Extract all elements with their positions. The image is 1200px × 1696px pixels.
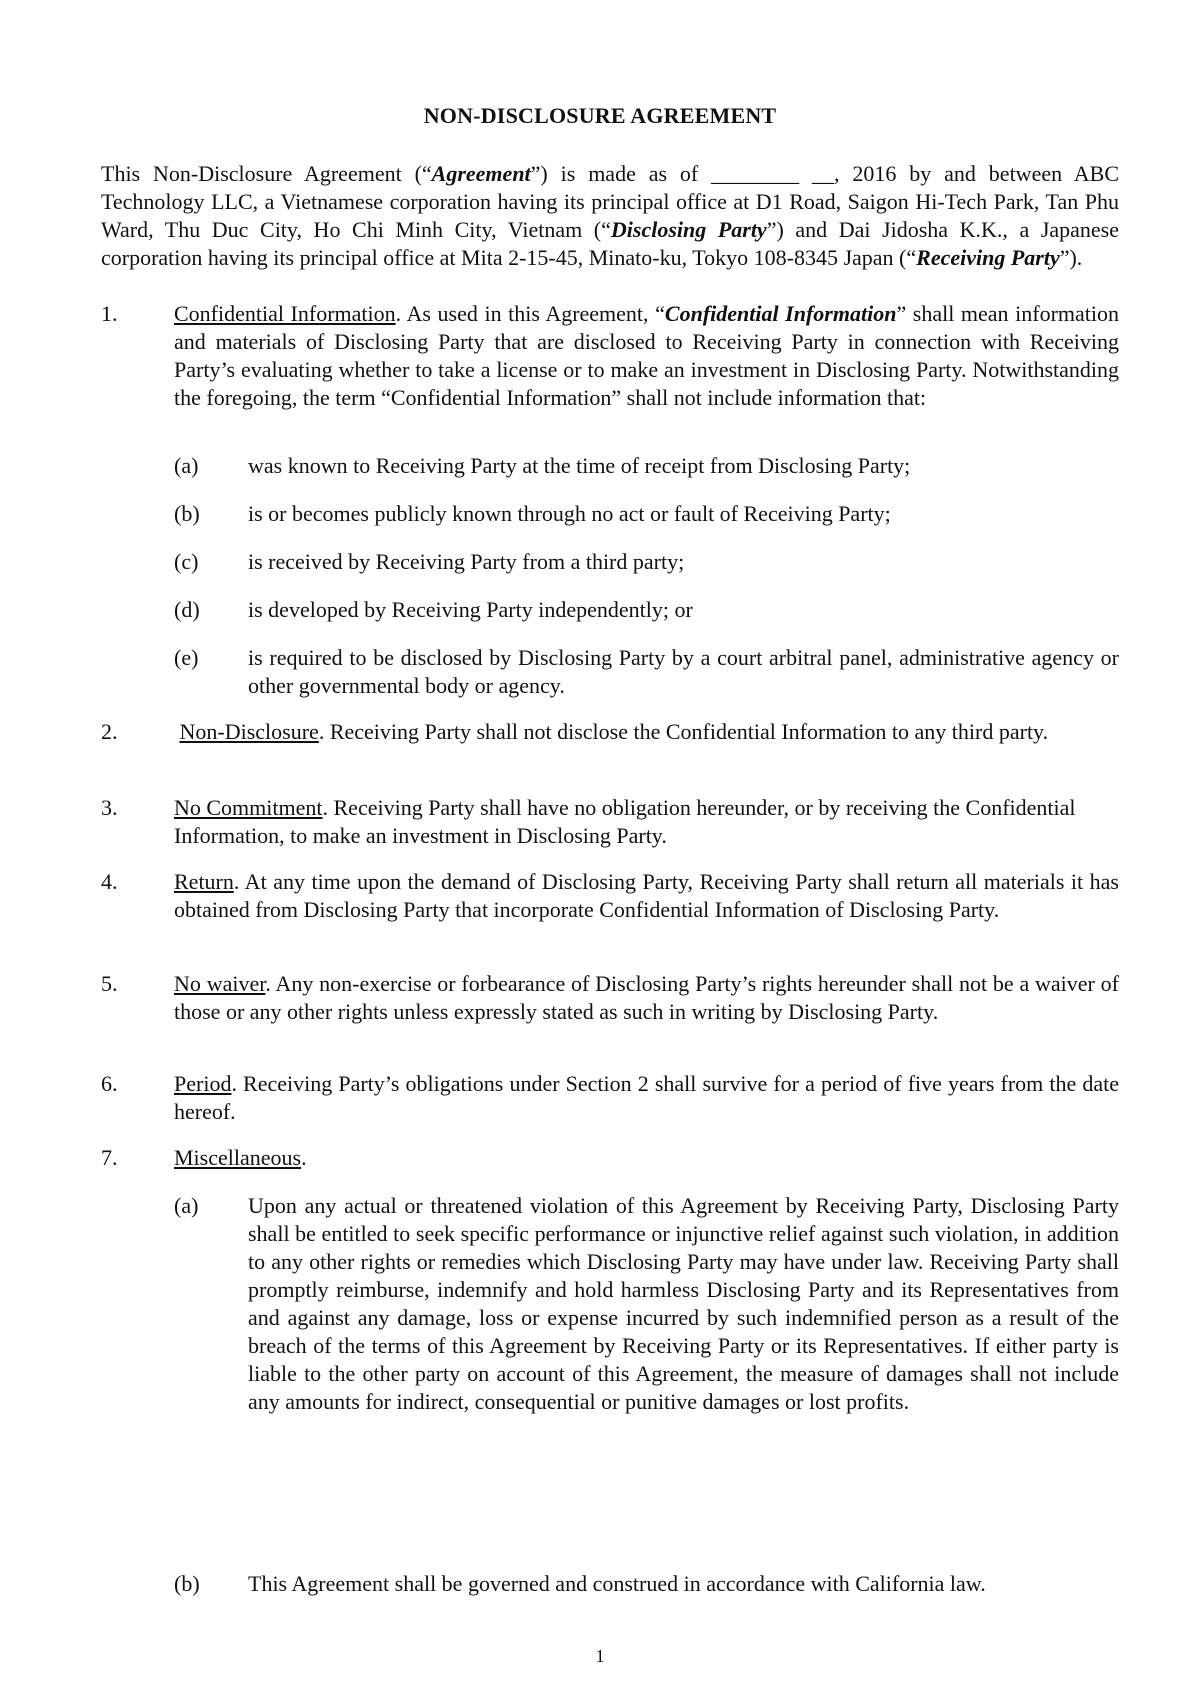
clause-label: (a)	[174, 1193, 199, 1218]
section-body	[174, 868, 1119, 924]
section-text: .	[301, 1145, 307, 1170]
section-heading: Miscellaneous	[174, 1145, 302, 1170]
section-body	[174, 1144, 1119, 1172]
section-text: . Any non-exercise or forbearance of Disclosing Party’s rights hereunder shall not be a waiver of those or any other rights unless expressly stated as such in writing by Disclosing Party.	[174, 971, 1120, 1024]
clause-label: (d)	[174, 597, 200, 622]
section-number: 4.	[101, 869, 118, 894]
defined-term-receiving-party: Receiving Party	[916, 245, 1060, 270]
section-body	[174, 718, 1119, 746]
intro-text-3: ”) and Dai Jidosha K.K., a Japanese corporation having its principal office at Mita 2-15-45, Minato-ku, Tokyo 108-8345 Japan (“	[101, 217, 1120, 270]
section-heading: No Commitment	[174, 795, 323, 820]
intro-text-2: ”) is made as of ________ __, 2016 by and between ABC Technology LLC, a Vietnamese corporation having its principal office at D1 Road, Saigon Hi-Tech Park, Tan Phu Ward, Thu Duc City, Ho Chi Minh City, Vietnam (“	[101, 161, 1119, 242]
section-heading: Period	[174, 1071, 232, 1096]
defined-term-disclosing-party: Disclosing Party	[610, 217, 767, 242]
section-text: . At any time upon the demand of Disclosing Party, Receiving Party shall return all materials it has obtained from Disclosing Party that incorporate Confidential Information of Disclosing Party.	[174, 869, 1119, 922]
section-body	[174, 794, 1119, 850]
section-number: 1.	[101, 301, 118, 326]
clause-label: (b)	[174, 501, 200, 526]
section-number: 3.	[101, 795, 118, 820]
clause-text: is or becomes publicly known through no act or fault of Receiving Party;	[248, 501, 891, 526]
section-body	[174, 970, 1119, 1026]
section-number: 7.	[101, 1145, 118, 1170]
section-text: . Receiving Party shall have no obligation hereunder, or by receiving the Confidential Information, to make an investment in Disclosing Party.	[174, 795, 1076, 848]
section-heading: No waiver	[174, 971, 266, 996]
section-heading: Return	[174, 869, 234, 894]
section-text: . Receiving Party’s obligations under Section 2 shall survive for a period of five years from the date hereof.	[174, 1071, 1119, 1124]
section-number: 2.	[101, 719, 118, 744]
defined-term-confidential-information: Confidential Information	[664, 301, 897, 326]
document-title: NON-DISCLOSURE AGREEMENT	[423, 103, 777, 128]
section-number: 5.	[101, 971, 118, 996]
intro-paragraph	[101, 160, 1119, 272]
section-text: . Receiving Party shall not disclose the Confidential Information to any third party.	[318, 719, 1049, 744]
clause-label: (b)	[174, 1571, 200, 1596]
clause-label: (c)	[174, 549, 199, 574]
defined-term-agreement: Agreement	[431, 161, 531, 186]
clause-text: is received by Receiving Party from a third party;	[248, 549, 685, 574]
clause-text: is developed by Receiving Party independently; or	[248, 597, 693, 622]
intro-text-1: This Non-Disclosure Agreement (“	[101, 161, 432, 186]
intro-text-4: ”).	[1059, 245, 1083, 270]
clause-text: was known to Receiving Party at the time of receipt from Disclosing Party;	[248, 453, 911, 478]
clause-text: is required to be disclosed by Disclosing Party by a court arbitral panel, administrative agency or other governmental body or agency.	[248, 645, 1119, 698]
section-body	[174, 1070, 1119, 1126]
clause-text: This Agreement shall be governed and construed in accordance with California law.	[248, 1571, 986, 1596]
clause-label: (a)	[174, 453, 199, 478]
clause-text: Upon any actual or threatened violation of this Agreement by Receiving Party, Disclosing Party shall be entitled to seek specific performance or injunctive relief against such violation, in addition to any other rights or remedies which Disclosing Party may have under law. Receiving Party shall promptly reimburse, indemnify and hold harmless Disclosing Party and its Representatives from and against any damage, loss or expense incurred by such indemnified person as a result of the breach of the terms of this Agreement by Receiving Party or its Representatives. If either party is liable to the other party on account of this Agreement, the measure of damages shall not include any amounts for indirect, consequential or punitive damages or lost profits.	[248, 1193, 1119, 1414]
section-heading: Non-Disclosure	[179, 719, 319, 744]
clause-label: (e)	[174, 645, 199, 670]
page-number: 1	[595, 1646, 605, 1666]
section-heading: Confidential Information	[174, 301, 396, 326]
section-number: 6.	[101, 1071, 118, 1096]
section-text-1: . As used in this Agreement, “	[395, 301, 665, 326]
section-body	[174, 300, 1119, 412]
section-text-2: ” shall mean information and materials of Disclosing Party that are disclosed to Receiving Party in connection with Receiving Party’s evaluating whether to take a license or to make an investment in Disclosing Party. Notwithstanding the foregoing, the term “Confidential Information” shall not include information that:	[174, 301, 1120, 410]
